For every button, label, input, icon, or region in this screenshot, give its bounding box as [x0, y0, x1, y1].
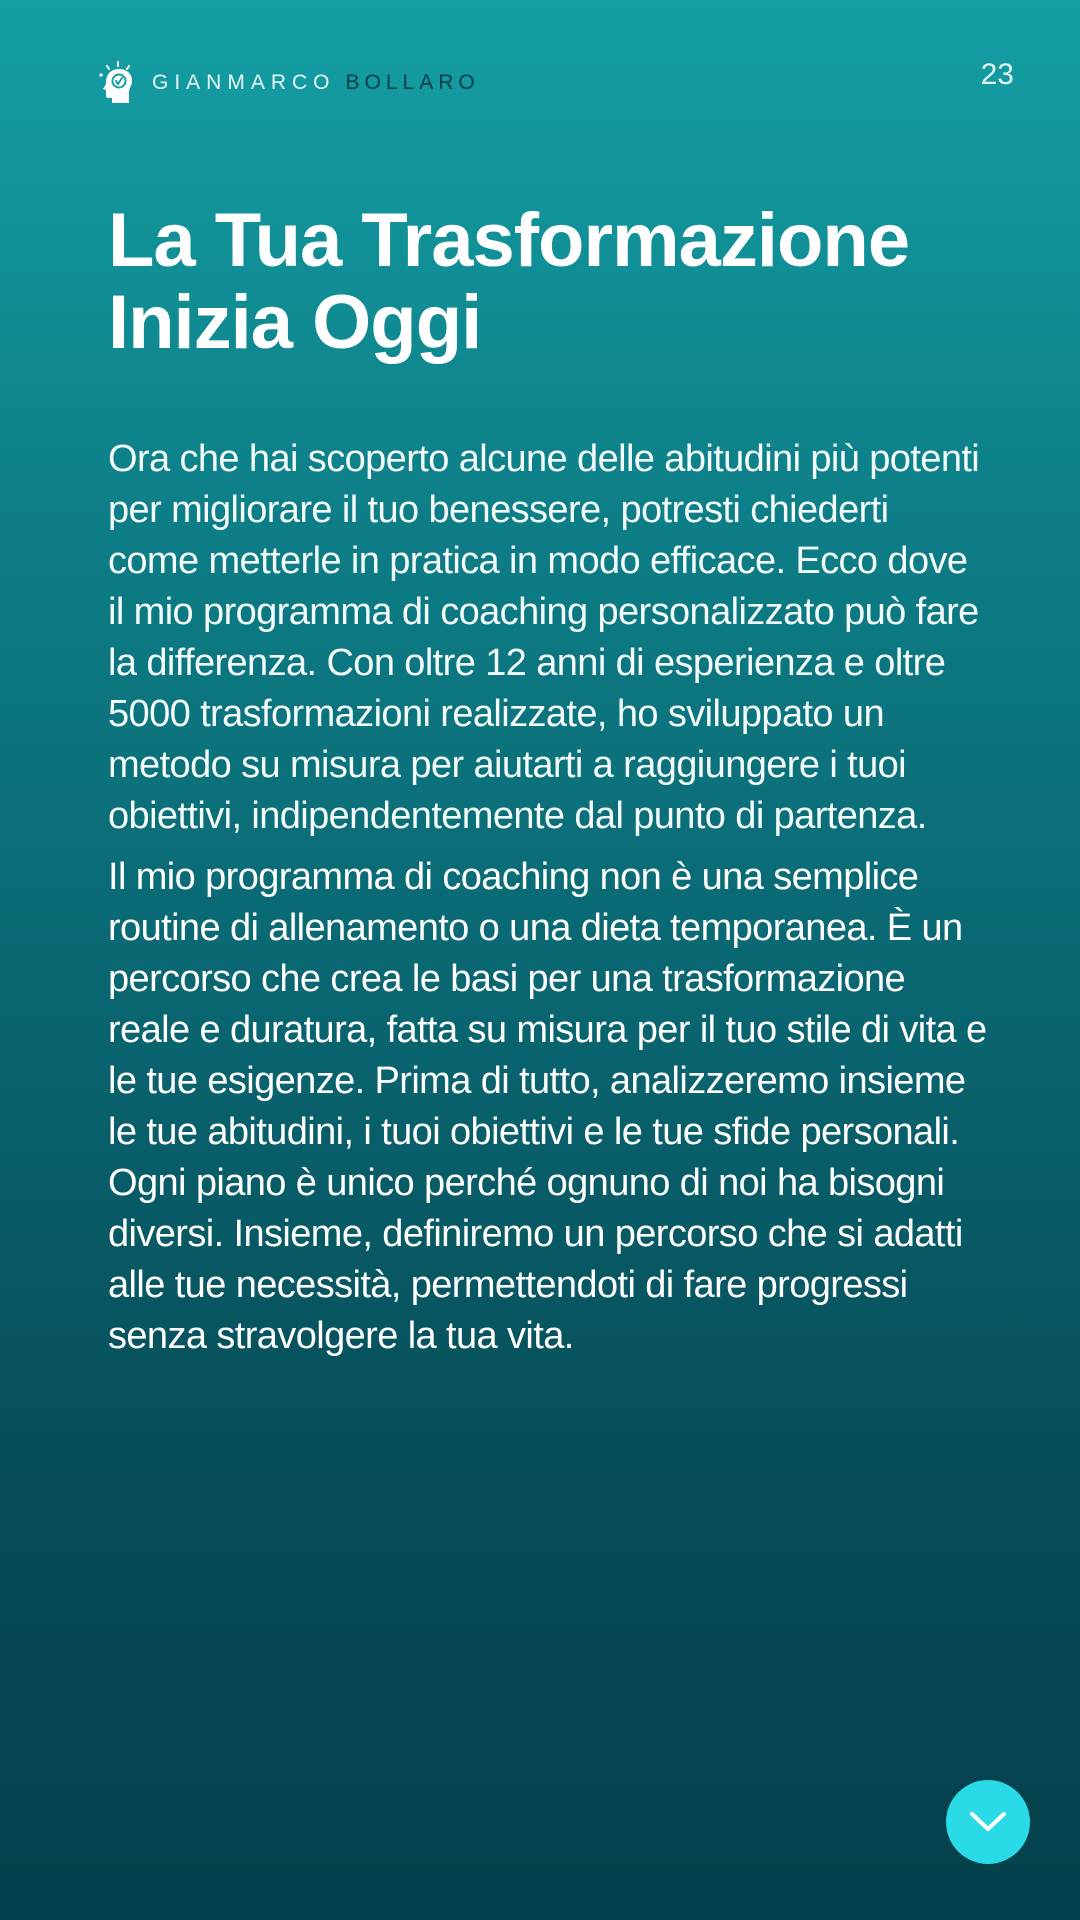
- page-number: 23: [980, 58, 1014, 91]
- page-header: [98, 58, 1014, 108]
- paragraph-program: Il mio programma di coaching non è una semplice routine di allenamento o una dieta temporanea. È un percorso che crea le basi per una trasformazione reale e duratura, fatta su misura per il tuo stile di vita e le tue esigenze. Prima di tutto, analizzeremo insieme le tue abitudini, i tuoi obiettivi e le tue sfide personali. Ogni piano è unico perché ognuno di noi ha bisogni diversi. Insieme, definiremo un percorso che si adatti alle tue necessità, permettendoti di fare progressi senza stravolgere la tua vita.: [108, 856, 987, 1357]
- scroll-down-button[interactable]: [946, 1780, 1030, 1864]
- brand-logo: [98, 58, 480, 108]
- brand-last-name: BOLLARO: [345, 71, 480, 94]
- brand-first-name: GIANMARCO: [152, 71, 336, 94]
- body-text: [108, 434, 988, 1372]
- paragraph-intro: Ora che hai scoperto alcune delle abitudini più potenti per migliorare il tuo benessere, potresti chiederti come metterle in pratica in modo efficace. Ecco dove il mio programma di coaching personalizzato può fare la differenza. Con oltre 12 anni di esperienza e oltre 5000 trasformazioni realizzate, ho sviluppato un metodo su misura per aiutarti a raggiungere i tuoi obiettivi, indipendentemente dal punto di partenza.: [108, 438, 980, 837]
- chevron-down-icon: [968, 1810, 1008, 1834]
- page-title: La Tua Trasformazione Inizia Oggi: [108, 198, 910, 365]
- head-with-bulb-icon: [98, 61, 138, 105]
